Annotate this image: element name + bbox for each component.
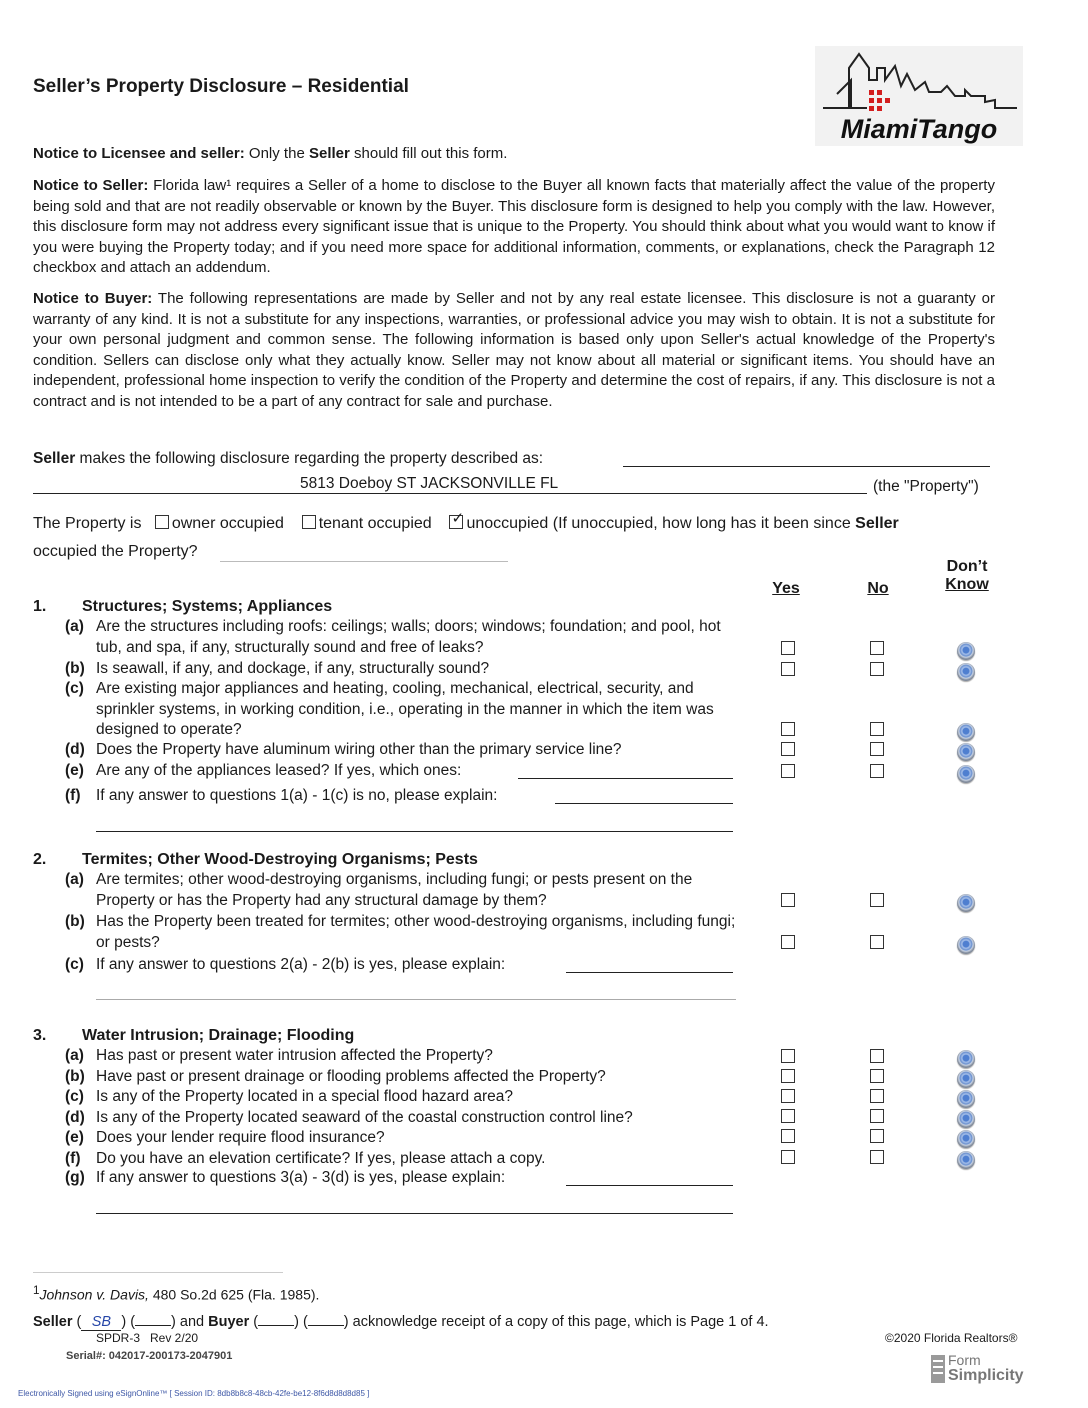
- explain-2-field[interactable]: [566, 972, 733, 973]
- buyer-initials-1[interactable]: [258, 1325, 294, 1326]
- yes-checkbox-2a[interactable]: [781, 893, 795, 907]
- explain-1-field[interactable]: [555, 803, 733, 804]
- yes-checkbox-3a[interactable]: [781, 1049, 795, 1063]
- section-number: 3.: [33, 1027, 47, 1044]
- question-3e: (e) Does your lender require flood insurance?: [65, 1129, 385, 1146]
- seller-initials[interactable]: SB: [81, 1314, 121, 1331]
- no-checkbox-3e[interactable]: [870, 1129, 884, 1143]
- question-1f: (f) If any answer to questions 1(a) - 1(c) is no, please explain:: [65, 787, 498, 804]
- question-3a: (a) Has past or present water intrusion affected the Property?: [65, 1047, 493, 1064]
- dont-know-radio-1e[interactable]: [957, 765, 975, 783]
- property-address: 5813 Doeboy ST JACKSONVILLE FL: [300, 475, 559, 492]
- check-icon: ✓: [451, 510, 465, 527]
- question-3c: (c) Is any of the Property located in a special flood hazard area?: [65, 1088, 514, 1105]
- occupancy-duration-field[interactable]: [220, 561, 508, 562]
- question-3b: (b) Have past or present drainage or flooding problems affected the Property?: [65, 1068, 606, 1085]
- dont-know-radio-3a[interactable]: [957, 1050, 975, 1068]
- occupancy-row: The Property is owner occupied tenant occupied ✓ unoccupied (If unoccupied, how long has it been since Seller: [33, 510, 899, 532]
- column-yes: Yes: [772, 580, 800, 597]
- skyline-icon: [815, 46, 1023, 146]
- property-suffix: (the "Property"): [873, 478, 979, 495]
- column-no: No: [867, 580, 889, 597]
- explain-3-field-line2[interactable]: [96, 1213, 733, 1214]
- question-3f: (f) Do you have an elevation certificate? If yes, please attach a copy.: [65, 1150, 546, 1167]
- logo-text: MiamiTango: [840, 114, 998, 144]
- no-checkbox-1c[interactable]: [870, 722, 884, 736]
- notice-buyer: Notice to Buyer: The following representations are made by Seller and not by any real estate licensee. This disclosure is not a guaranty or warranty of any kind. It is not a substitute for any inspections, warranties, or professional advice you may wish to obtain. It is not a substitute for your own personal judgment and common sense. The following information is based only upon Seller's actual knowledge of the Property's condition. Sellers can disclose only what they actually know. Seller may not know about all material or significant items. You should have an independent, professional home inspection to verify the condition of the Property and determine the cost of repairs, if any. This disclosure is not a contract and is not intended to be a part of any contract for sale and purchase.: [33, 290, 995, 410]
- question-1b: (b) Is seawall, if any, and dockage, if any, structurally sound?: [65, 660, 490, 677]
- dont-know-radio-3c[interactable]: [957, 1090, 975, 1108]
- serial-number: Serial#: 042017-200173-2047901: [66, 1350, 233, 1362]
- property-address-field[interactable]: [33, 493, 867, 494]
- section-title: Water Intrusion; Drainage; Flooding: [82, 1027, 355, 1044]
- no-checkbox-2a[interactable]: [870, 893, 884, 907]
- footnote: $^1$Johnson v. Davis, 480 So.2d 625 (Fla. 1985).: [33, 1284, 320, 1303]
- occupancy-line2: occupied the Property?: [33, 543, 198, 560]
- question-1d: (d) Does the Property have aluminum wiring other than the primary service line?: [65, 741, 622, 758]
- no-checkbox-3a[interactable]: [870, 1049, 884, 1063]
- yes-checkbox-3c[interactable]: [781, 1089, 795, 1103]
- question-1c: (c) Are existing major appliances and heating, cooling, mechanical, electrical, security, and sprinkler systems, in working condition, i.e., operating in the manner in which the item was designed to operate?: [65, 680, 714, 738]
- yes-checkbox-3f[interactable]: [781, 1150, 795, 1164]
- footnote-divider: [33, 1272, 283, 1273]
- section-number: 1.: [33, 598, 47, 615]
- dont-know-radio-1b[interactable]: [957, 663, 975, 681]
- yes-checkbox-3d[interactable]: [781, 1109, 795, 1123]
- section-title: Structures; Systems; Appliances: [82, 598, 333, 615]
- form-code: SPDR-3 Rev 2/20: [96, 1331, 199, 1345]
- notice-licensee: Notice to Licensee and seller: Only the Seller should fill out this form.: [33, 145, 508, 162]
- dont-know-radio-2b[interactable]: [957, 936, 975, 954]
- yes-checkbox-1c[interactable]: [781, 722, 795, 736]
- question-2b: (b) Has the Property been treated for termites; other wood-destroying organisms, including fungi; or pests?: [65, 913, 736, 951]
- unoccupied-checkbox[interactable]: [449, 510, 465, 529]
- explain-1-field-line2[interactable]: [96, 831, 733, 832]
- yes-checkbox-2b[interactable]: [781, 935, 795, 949]
- no-checkbox-3f[interactable]: [870, 1150, 884, 1164]
- no-checkbox-1a[interactable]: [870, 641, 884, 655]
- no-checkbox-1e[interactable]: [870, 764, 884, 778]
- brand-line2: Simplicity: [948, 1367, 1024, 1384]
- owner-occupied-checkbox[interactable]: [155, 515, 169, 529]
- yes-checkbox-1e[interactable]: [781, 764, 795, 778]
- copyright: ©2020 Florida Realtors®: [885, 1331, 1018, 1345]
- dont-know-radio-3d[interactable]: [957, 1110, 975, 1128]
- section-title: Termites; Other Wood-Destroying Organisms; Pests: [82, 851, 478, 868]
- yes-checkbox-3e[interactable]: [781, 1129, 795, 1143]
- question-1a: (a) Are the structures including roofs: ceilings; walls; doors; windows; foundation; and pool, hot tub, and spa, if any, structurally sound and free of leaks?: [65, 618, 721, 656]
- form-simplicity-logo: [930, 1352, 1030, 1390]
- question-3g: (g) If any answer to questions 3(a) - 3(d) is yes, please explain:: [65, 1169, 506, 1186]
- property-line-1[interactable]: [623, 466, 990, 467]
- section-number: 2.: [33, 851, 47, 868]
- leased-appliances-field[interactable]: [518, 778, 733, 779]
- no-checkbox-3d[interactable]: [870, 1109, 884, 1123]
- no-checkbox-3c[interactable]: [870, 1089, 884, 1103]
- dont-know-radio-1c[interactable]: [957, 723, 975, 741]
- property-lead: Seller makes the following disclosure regarding the property described as:: [33, 450, 544, 467]
- yes-checkbox-1b[interactable]: [781, 662, 795, 676]
- buyer-initials-2[interactable]: [308, 1325, 344, 1326]
- yes-checkbox-3b[interactable]: [781, 1069, 795, 1083]
- question-1e: (e) Are any of the appliances leased? If yes, which ones:: [65, 762, 462, 779]
- explain-3-field[interactable]: [566, 1185, 733, 1186]
- no-checkbox-1d[interactable]: [870, 742, 884, 756]
- explain-2-field-line2[interactable]: [96, 999, 736, 1000]
- dont-know-radio-1d[interactable]: [957, 743, 975, 761]
- dont-know-radio-3b[interactable]: [957, 1070, 975, 1088]
- dont-know-radio-3e[interactable]: [957, 1130, 975, 1148]
- miamitango-logo: [815, 46, 1023, 146]
- acknowledgement: Seller ( SB ) ( ) and Buyer ( ) ( ) acknowledge receipt of a copy of this page, which is Page 1 of 4.: [33, 1314, 769, 1330]
- dont-know-radio-3f[interactable]: [957, 1151, 975, 1169]
- tenant-occupied-checkbox[interactable]: [302, 515, 316, 529]
- brand-line1: Form: [948, 1352, 981, 1368]
- dont-know-radio-2a[interactable]: [957, 894, 975, 912]
- yes-checkbox-1a[interactable]: [781, 641, 795, 655]
- document-icon: [930, 1354, 946, 1384]
- question-3d: (d) Is any of the Property located seaward of the coastal construction control line?: [65, 1109, 633, 1126]
- no-checkbox-1b[interactable]: [870, 662, 884, 676]
- question-2a: (a) Are termites; other wood-destroying organisms, including fungi; or pests present on the Property or has the Property had any structural damage by them?: [65, 871, 693, 909]
- question-2c: (c) If any answer to questions 2(a) - 2(b) is yes, please explain:: [65, 956, 506, 973]
- seller-initials-2[interactable]: [135, 1325, 171, 1326]
- dont-know-radio-1a[interactable]: [957, 642, 975, 660]
- no-checkbox-3b[interactable]: [870, 1069, 884, 1083]
- page-title: Seller’s Property Disclosure – Residential: [33, 76, 409, 97]
- column-dont-know: Don’t Know: [945, 558, 989, 593]
- no-checkbox-2b[interactable]: [870, 935, 884, 949]
- notice-seller: Notice to Seller: Florida law¹ requires a Seller of a home to disclose to the Buyer all known facts that materially affect the value of the property being sold and that are not readily observable or known by the Buyer. This disclosure form is designed to help you comply with the law. However, this disclosure form may not address every significant issue that is unique to the Property. You should think about what you would want to know if you were buying the Property today; and if you need more space for additional information, comments, or explanations, check the Paragraph 12 checkbox and attach an addendum.: [33, 177, 995, 276]
- esign-stamp: Electronically Signed using eSignOnline™ [ Session ID: 8db8b8c8-48cb-42fe-be12-8f6d8d8d8d85 ]: [18, 1389, 370, 1398]
- yes-checkbox-1d[interactable]: [781, 742, 795, 756]
